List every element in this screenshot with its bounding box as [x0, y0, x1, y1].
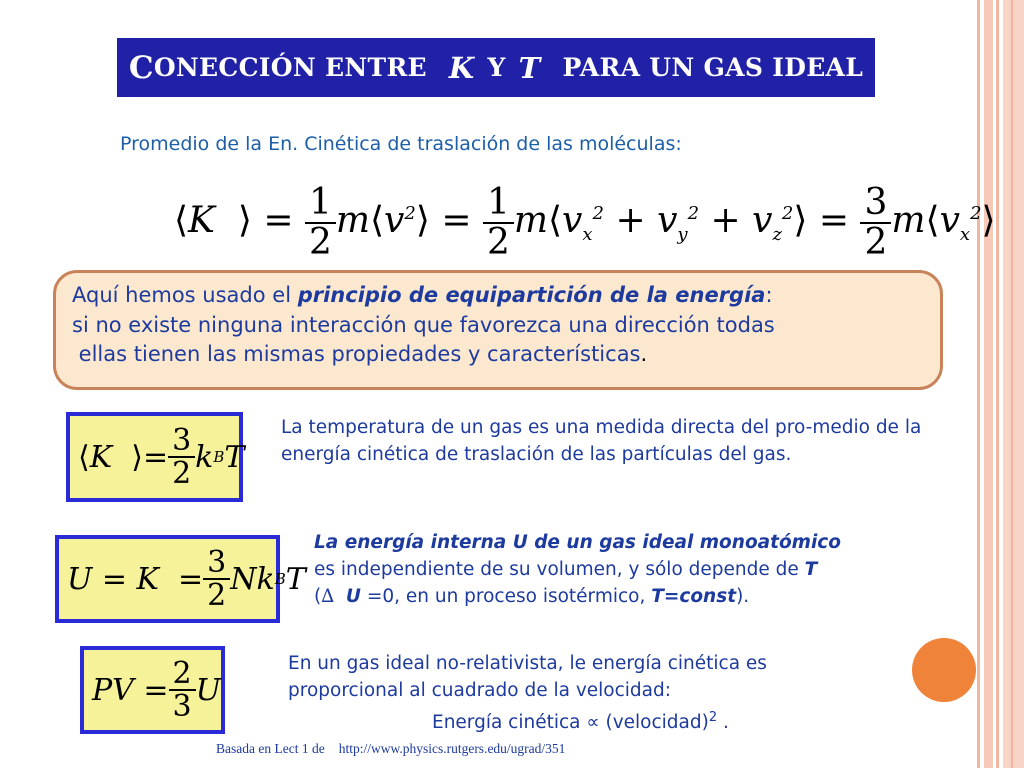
kinetic-energy-line-1: En un gas ideal no-relativista, le energía cinética es	[288, 653, 767, 674]
note-line-2: si no existe ninguna interacción que favorezca una dirección todas	[72, 312, 775, 337]
kinetic-energy-line-3: Energía cinética ∝ (velocidad)$^2$ .	[432, 710, 729, 734]
note-highlight: principio de equipartición de la energía	[297, 283, 766, 307]
temperature-text: La temperatura de un gas es una medida directa del pro-medio de la energía cinética de traslación de las partículas del gas.	[281, 417, 922, 465]
right-decorative-stripe	[977, 0, 980, 768]
main-equation: ⟨K ⟩ = $\frac{1}{2}$ $m⟨v^2⟩$ = $\frac{1}{2}$ $m⟨v_x^2 + v_y^2$ + $v_z^2⟩$ = $\frac{3}{2}$ $m⟨v_x^2⟩$	[174, 182, 996, 263]
equipartition-note	[53, 270, 943, 390]
internal-energy-line-2: es independiente de su volumen, y sólo depende de T	[314, 559, 818, 580]
title-first-letter: C	[128, 49, 154, 86]
accent-circle	[912, 638, 976, 702]
right-decorative-stripe	[984, 0, 993, 768]
title-word-y: Y	[487, 53, 506, 82]
kinetic-energy-line-2: proporcional al cuadrado de la velocidad:	[288, 680, 671, 701]
title-var-k: K	[448, 50, 475, 85]
right-decorative-stripe	[996, 0, 999, 768]
equation-box-kt: ⟨ K ⟩ = $\frac{3}{2}$ k B T	[66, 412, 243, 502]
title-word: ONECCIÓN ENTRE	[153, 53, 427, 82]
footer-source-text: Basada en Lect 1 de	[216, 741, 325, 756]
kinetic-energy-text	[288, 650, 908, 736]
right-decorative-stripe	[1011, 0, 1013, 768]
equation-box-uk: U = K = $\frac{3}{2}$ N k B T	[55, 535, 280, 623]
equation-box-pv: PV = $\frac{2}{3}$ U	[80, 646, 225, 734]
internal-energy-bold-line: La energía interna U de un gas ideal monoatómico	[314, 532, 841, 553]
note-line-1: Aquí hemos usado el principio de equipartición de la energía:	[72, 283, 773, 307]
note-line-3: ellas tienen las mismas propiedades y características.	[72, 342, 648, 366]
internal-energy-text	[314, 529, 974, 610]
slide-title	[117, 38, 875, 97]
right-decorative-stripe	[1003, 0, 1024, 768]
internal-energy-line-3: (∆ U =0, en un proceso isotérmico, T=const).	[314, 586, 750, 607]
title-var-t: T	[518, 50, 541, 85]
intro-text: Promedio de la En. Cinética de traslación de las moléculas:	[120, 133, 682, 155]
footer-url-link[interactable]: http://www.physics.rutgers.edu/ugrad/351	[338, 741, 566, 756]
footer-source	[216, 741, 565, 757]
title-rest: PARA UN GAS IDEAL	[562, 53, 864, 82]
